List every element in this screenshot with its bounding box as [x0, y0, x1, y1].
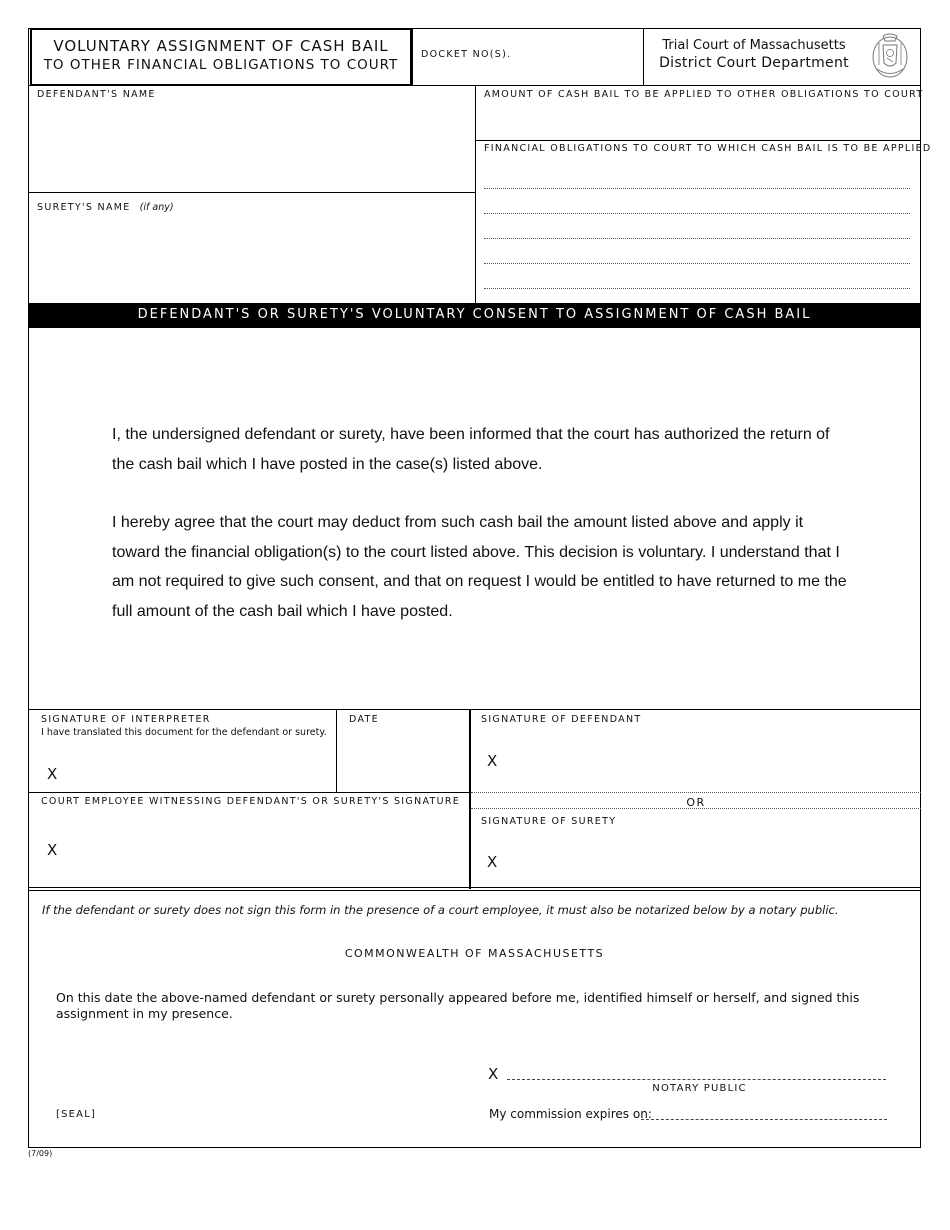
notary-x-mark: X — [488, 1065, 499, 1083]
witness-x-mark: X — [47, 841, 58, 859]
divider — [28, 890, 921, 891]
witness-signature-label: COURT EMPLOYEE WITNESSING DEFENDANT'S OR SURETY'S SIGNATURE — [41, 796, 461, 807]
notary-instruction: If the defendant or surety does not sign this form in the presence of a court employee, it must also be notarized below by a notary public. — [42, 903, 839, 917]
notary-statement: On this date the above-named defendant or surety personally appeared before me, identified himself or herself, and signed this assignment in my presence. — [56, 990, 860, 1021]
divider — [475, 85, 476, 303]
form-title-line1: VOLUNTARY ASSIGNMENT OF CASH BAIL — [53, 37, 389, 55]
form-title-line2: TO OTHER FINANCIAL OBLIGATIONS TO COURT — [43, 57, 399, 73]
court-name-line1: Trial Court of Massachusetts — [662, 38, 846, 53]
surety-name-label: SURETY'S NAME — [37, 202, 131, 213]
or-dotted-line-bottom — [471, 808, 921, 809]
divider — [28, 709, 921, 710]
surety-signature-label: SIGNATURE OF SURETY — [481, 816, 617, 827]
docket-label: DOCKET NO(S). — [421, 49, 512, 60]
divider — [28, 792, 470, 793]
consent-banner-text: DEFENDANT'S OR SURETY'S VOLUNTARY CONSENT TO ASSIGNMENT OF CASH BAIL — [137, 307, 812, 322]
commission-expires-label: My commission expires on: — [489, 1107, 652, 1121]
consent-paragraph-1: I, the undersigned defendant or surety, have been informed that the court has authorized the return of the cash bail which I have posted in the case(s) listed above. — [112, 426, 830, 473]
commonwealth-heading: COMMONWEALTH OF MASSACHUSETTS — [344, 947, 605, 960]
surety-signature-field[interactable] — [506, 848, 906, 872]
form-version: (7/09) — [28, 1149, 53, 1158]
interpreter-signature-field[interactable] — [66, 760, 326, 784]
consent-paragraph-2: I hereby agree that the court may deduct from such cash bail the amount listed above and apply it toward the financial obligation(s) to the court listed above. This decision is voluntary. I understand that I am not required to give such consent, and that on request I would be entitled to have returned to me the full amount of the cash bail which I have posted. — [112, 514, 847, 620]
obligation-line-1[interactable] — [484, 188, 910, 189]
amount-label: AMOUNT OF CASH BAIL TO BE APPLIED TO OTHER OBLIGATIONS TO COURT — [484, 89, 924, 100]
interpreter-note: I have translated this document for the defendant or surety. — [41, 727, 327, 738]
obligation-line-3[interactable] — [484, 238, 910, 239]
notary-signature-line[interactable] — [507, 1079, 886, 1080]
or-label: OR — [686, 796, 706, 809]
divider — [475, 140, 921, 141]
divider — [336, 709, 337, 793]
obligation-line-2[interactable] — [484, 213, 910, 214]
obligation-line-4[interactable] — [484, 263, 910, 264]
surety-x-mark: X — [487, 853, 498, 871]
docket-input[interactable] — [505, 44, 635, 64]
or-dotted-line-top — [471, 792, 921, 793]
interpreter-signature-label: SIGNATURE OF INTERPRETER — [41, 714, 211, 725]
commission-expires-line[interactable] — [641, 1119, 887, 1120]
defendant-signature-field[interactable] — [506, 748, 906, 772]
divider — [28, 192, 476, 193]
defendant-name-label: DEFENDANT'S NAME — [37, 89, 156, 100]
massachusetts-seal-icon — [869, 31, 911, 81]
interpreter-x-mark: X — [47, 765, 58, 783]
amount-input[interactable] — [484, 108, 914, 132]
defendant-signature-label: SIGNATURE OF DEFENDANT — [481, 714, 642, 725]
defendant-x-mark: X — [487, 752, 498, 770]
surety-name-label-group — [37, 195, 174, 214]
obligations-label: FINANCIAL OBLIGATIONS TO COURT TO WHICH CASH BAIL IS TO BE APPLIED — [484, 143, 932, 154]
surety-name-input[interactable] — [37, 216, 467, 240]
court-name-line2: District Court Department — [659, 55, 849, 71]
divider — [28, 887, 921, 888]
defendant-name-input[interactable] — [37, 110, 467, 134]
notary-public-label: NOTARY PUBLIC — [652, 1083, 747, 1094]
seal-label: [SEAL] — [56, 1109, 97, 1120]
date-input[interactable] — [349, 755, 461, 779]
surety-name-note: (if any) — [139, 202, 174, 213]
date-label: DATE — [349, 714, 379, 725]
obligation-line-5[interactable] — [484, 288, 910, 289]
witness-signature-field[interactable] — [66, 836, 456, 860]
